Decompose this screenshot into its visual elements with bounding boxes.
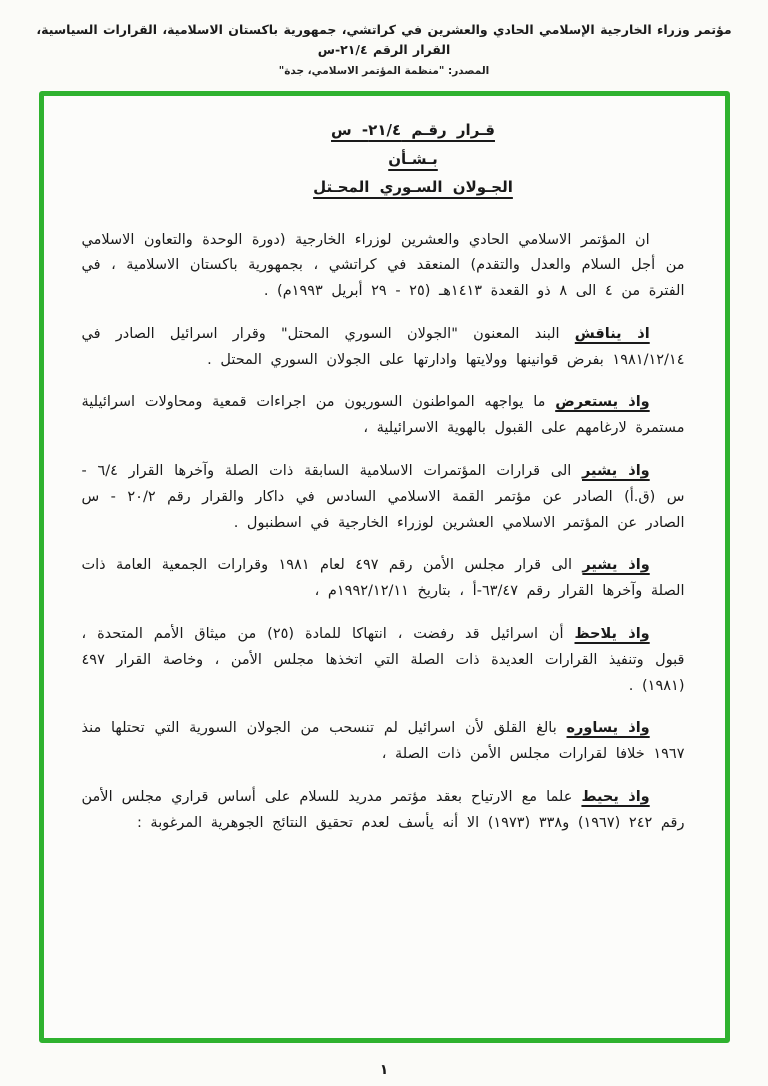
paragraph-lead: واذ يشير — [582, 463, 650, 480]
resolution-title-block — [142, 116, 685, 202]
paragraph-lead: واذ يحيط — [581, 789, 650, 806]
paragraph-text: ان المؤتمر الاسلامي الحادي والعشرين لوزراء الخارجية (دورة الوحدة والتعاون الاسلامي من أجل السلام والعدل والتقدم) المنعقد في كراتشي ، بجمهورية باكستان الاسلامية ، في الفترة من ٤ الى ٨ ذو القعدة ١٤١٣هـ (٢٥ - ٢٩ أبريل ١٩٩٣م) . — [81, 231, 685, 300]
resolution-paragraph-discussing — [82, 322, 685, 374]
paragraph-text: ما يواجهه المواطنون السوريون من اجراءات قمعية ومحاولات اسرائيلية مستمرة لارغامهم على القبول بالهوية الاسرائيلية ، — [81, 394, 685, 437]
paragraph-text: البند المعنون "الجولان السوري المحتل" وقرار اسرائيل الصادر في ١٩٨١/١٢/١٤ بفرض قوانينها وولايتها وادارتها على الجولان السوري المحتل . — [81, 325, 685, 368]
resolution-subject: الجـولان السـوري المحـتل — [313, 178, 513, 196]
paragraph-text: الى قرارات المؤتمرات الاسلامية السابقة ذات الصلة وآخرها القرار ٦/٤ - س (ق.أ) الصادر عن مؤتمر القمة الاسلامي السادس في داكار والقرار رقم ٢٠/٢ - س الصادر عن المؤتمر الاسلامي العشرين لوزراء الخارجية في اسطنبول . — [81, 463, 685, 531]
resolution-number: قـرار رقـم ٢١/٤- س — [331, 121, 495, 139]
resolution-paragraph-noting — [82, 622, 685, 699]
resolution-paragraph-recalling-oic — [82, 459, 685, 536]
document-header — [0, 0, 768, 77]
page-number: ١ — [379, 1062, 389, 1078]
resolution-paragraph-taking-note — [82, 785, 685, 837]
resolution-paragraph-recalling-un — [82, 553, 685, 605]
document-frame — [39, 91, 730, 1043]
paragraph-lead: اذ يناقش — [574, 325, 650, 342]
paragraph-lead: واذ يستعرض — [555, 394, 650, 411]
paragraph-lead: واذ يساوره — [566, 720, 650, 737]
paragraph-text: علما مع الارتياح بعقد مؤتمر مدريد للسلام على أساس قراري مجلس الأمن رقم ٢٤٢ (١٩٦٧) و٣٣٨ (١٩٧٣) الا أنه يأسف لعدم تحقيق النتائج الجوهرية المرغوبة : — [81, 789, 685, 831]
header-title-line: مؤتمر وزراء الخارجية الإسلامي الحادي والعشرين في كراتشي، جمهورية باكستان الاسلامية، القرارات السياسية، القرار الرقم ٢١/٤-س — [36, 22, 732, 57]
paragraph-text: أن اسرائيل قد رفضت ، انتهاكا للمادة (٢٥) من ميثاق الأمم المتحدة ، قبول وتنفيذ القرارات العديدة ذات الصلة التي اتخذها مجلس الأمن ، وخاصة القرار ٤٩٧ (١٩٨١) . — [81, 626, 685, 694]
header-source-line: المصدر: "منظمة المؤتمر الاسلامي، جدة" — [278, 65, 490, 77]
resolution-paragraph-reviewing — [82, 390, 685, 442]
paragraph-text: الى قرار مجلس الأمن رقم ٤٩٧ لعام ١٩٨١ وقرارات الجمعية العامة ذات الصلة وآخرها القرار رقم ٦٣/٤٧-أ ، بتاريخ ١٩٩٢/١٢/١١م ، — [81, 557, 685, 600]
paragraph-text: بالغ القلق لأن اسرائيل لم تنسحب من الجولان السورية التي تحتلها منذ ١٩٦٧ خلافا لقرارات مجلس الأمن ذات الصلة ، — [81, 720, 685, 763]
resolution-paragraph-concerned — [82, 716, 685, 768]
resolution-paragraph-preamble — [82, 228, 685, 305]
paragraph-lead: واذ يشير — [582, 557, 650, 574]
paragraph-lead: واذ يلاحظ — [574, 626, 650, 643]
resolution-subject-label: بـشـأن — [388, 149, 438, 168]
